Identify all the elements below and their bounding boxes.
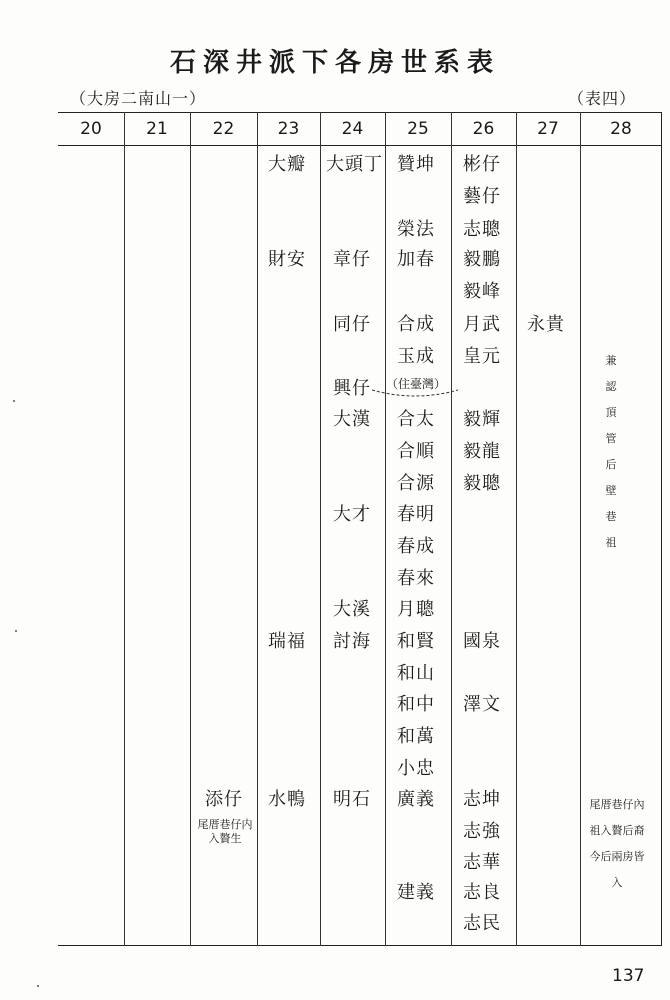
name-entry: 志華 (463, 852, 501, 873)
name-entry: 玉成 (397, 346, 435, 367)
name-entry: 水鴨 (268, 789, 306, 810)
subtitle-branch: （大房二南山一） (70, 89, 207, 108)
column-header-27: 27 (537, 119, 559, 139)
column-header-21: 21 (146, 119, 168, 139)
column-header-20: 20 (80, 119, 102, 139)
column-divider (124, 112, 125, 946)
name-entry: 月武 (463, 314, 501, 335)
column-header-24: 24 (341, 119, 364, 139)
name-entry: 毅峰 (463, 281, 501, 302)
name-entry: 明石 (333, 789, 371, 810)
header-divider (58, 145, 662, 146)
name-entry: 贊坤 (397, 154, 435, 175)
name-entry: 討海 (333, 631, 371, 652)
name-entry: 興仔 (333, 378, 371, 399)
genealogy-table (58, 112, 662, 946)
name-entry: 章仔 (333, 249, 371, 270)
name-entry: 財安 (268, 249, 306, 270)
vertical-annotation: 兼認頂管后壁巷祖 (605, 354, 617, 549)
scan-speck (15, 630, 17, 632)
column-header-22: 22 (212, 119, 235, 139)
subtitle-table-number: （表四） (568, 89, 637, 108)
column-header-28: 28 (610, 119, 632, 139)
name-entry: 和萬 (397, 726, 435, 747)
name-entry: 春成 (397, 536, 435, 557)
scan-speck (37, 985, 39, 987)
name-entry: 志強 (463, 821, 501, 842)
name-entry: 大瓣 (268, 154, 306, 175)
page-title: 石深井派下各房世系表 (169, 48, 500, 78)
name-entry: 和中 (397, 694, 435, 715)
name-entry: 澤文 (463, 694, 501, 715)
column-divider (516, 112, 517, 946)
name-entry: 大才 (333, 504, 371, 525)
name-entry: 志坤 (463, 789, 501, 810)
name-entry: 合源 (397, 473, 435, 494)
scan-speck (13, 400, 15, 402)
name-entry: 月聰 (397, 599, 435, 620)
column-divider (580, 112, 581, 946)
name-entry: 廣義 (397, 789, 435, 810)
name-entry: 國泉 (463, 631, 501, 652)
name-entry: 合順 (397, 441, 435, 462)
annotation-note: 尾厝巷仔内入贅生 (197, 818, 253, 845)
name-entry: 合太 (397, 409, 435, 430)
name-entry: 榮法 (397, 219, 435, 240)
column-header-25: 25 (407, 119, 429, 139)
page-number: 137 (612, 966, 645, 986)
column-divider (190, 112, 191, 946)
name-entry: 和賢 (397, 631, 435, 652)
name-entry: 大溪 (333, 599, 371, 620)
name-entry: 志良 (463, 882, 501, 903)
name-entry: 大頭丁 (326, 154, 383, 175)
name-entry: 毅聰 (463, 473, 501, 494)
name-entry: 合成 (397, 314, 435, 335)
column-divider (451, 112, 452, 946)
name-entry: 添仔 (205, 789, 243, 810)
name-entry: 志民 (463, 913, 501, 934)
name-entry: 加春 (397, 249, 435, 270)
column-divider (320, 112, 321, 946)
name-entry: 藝仔 (463, 186, 501, 207)
name-entry: 毅輝 (463, 409, 501, 430)
annotation-note: 尾厝巷仔內祖入贅后裔今后兩房皆入 (589, 798, 645, 889)
residence-note: （住臺灣） (385, 377, 446, 391)
name-entry: 毅鵬 (463, 249, 501, 270)
column-divider (385, 112, 386, 946)
name-entry: 永貴 (527, 314, 565, 335)
column-header-23: 23 (277, 119, 300, 139)
name-entry: 彬仔 (463, 154, 501, 175)
dashed-bracket (370, 386, 460, 402)
name-entry: 小忠 (397, 758, 435, 779)
name-entry: 志聰 (463, 219, 501, 240)
name-entry: 大漢 (333, 409, 371, 430)
name-entry: 春明 (397, 504, 435, 525)
name-entry: 建義 (397, 882, 435, 903)
name-entry: 春來 (397, 568, 435, 589)
name-entry: 毅龍 (463, 441, 501, 462)
name-entry: 和山 (397, 663, 435, 684)
column-header-26: 26 (472, 119, 495, 139)
name-entry: 瑞福 (268, 631, 306, 652)
column-divider (257, 112, 258, 946)
name-entry: 同仔 (333, 314, 371, 335)
name-entry: 皇元 (463, 346, 501, 367)
